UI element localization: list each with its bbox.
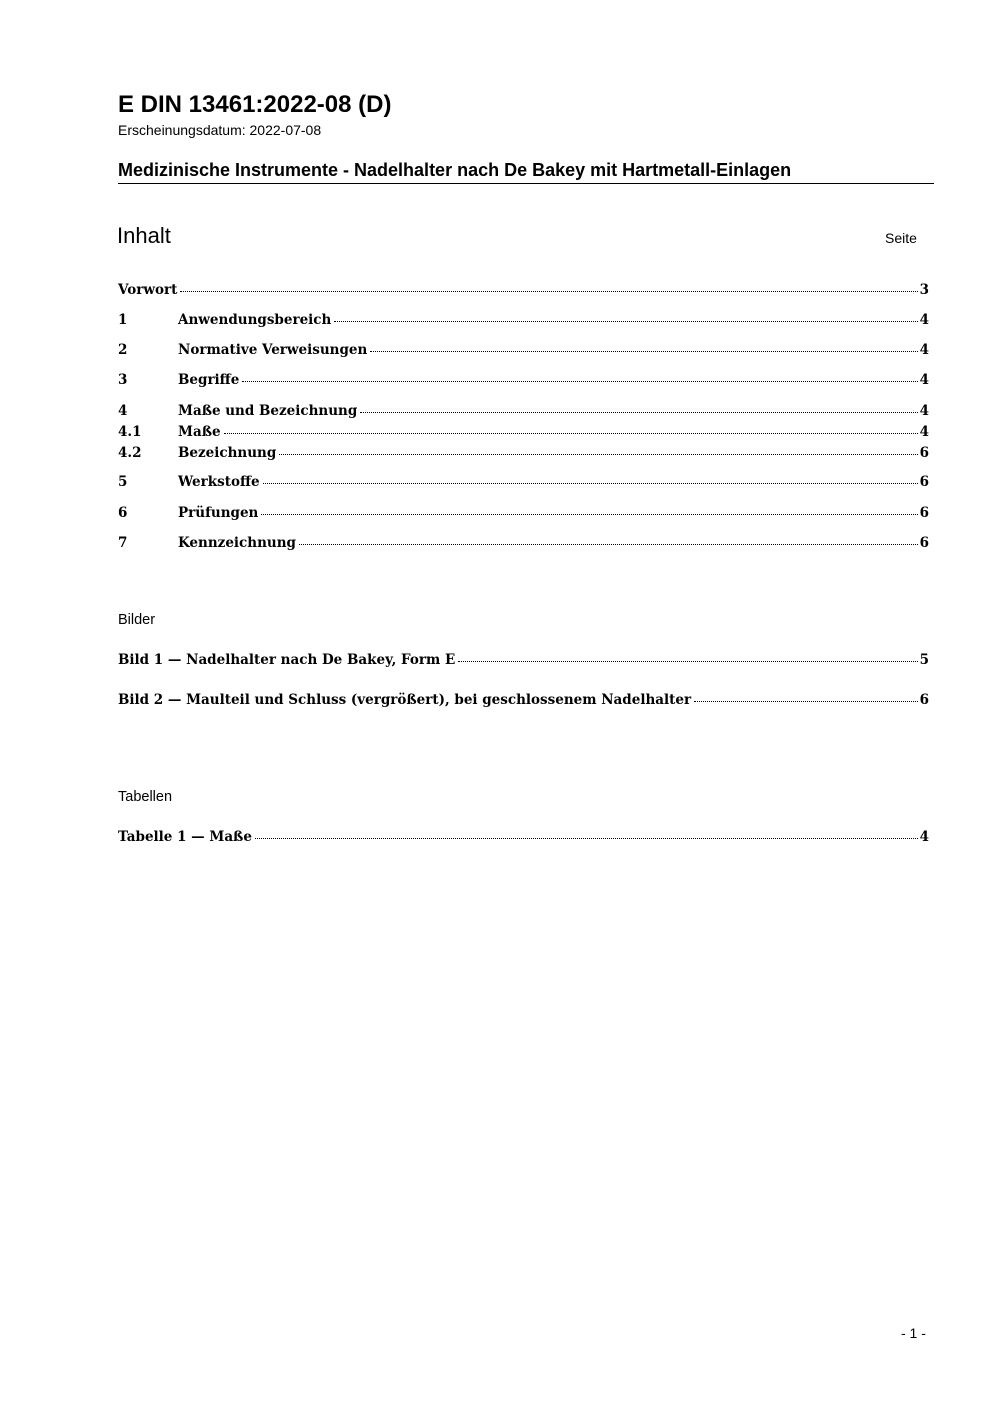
dot-leader: [224, 432, 918, 434]
toc-entry-number: 2: [118, 342, 128, 358]
toc-entry-number: 3: [118, 372, 128, 388]
toc-entry-page: 6: [919, 474, 929, 490]
toc-entry-masse[interactable]: [118, 422, 929, 442]
toc-entry-werkstoffe[interactable]: [118, 472, 929, 492]
toc-entry-title: Maße und Bezeichnung: [178, 403, 358, 419]
toc-entry-vorwort[interactable]: [118, 280, 929, 300]
toc-entry-page: 4: [919, 403, 929, 419]
figure-entry-title: Bild 1 — Nadelhalter nach De Bakey, Form E: [118, 652, 456, 668]
table-entry-tabelle-1[interactable]: [118, 827, 929, 847]
document-subtitle: Medizinische Instrumente - Nadelhalter nach De Bakey mit Hartmetall-Einlagen: [118, 160, 792, 180]
toc-entry-title: Begriffe: [178, 372, 240, 388]
dot-leader: [255, 837, 918, 839]
dot-leader: [242, 380, 917, 382]
toc-entry-kennzeichnung[interactable]: [118, 533, 929, 553]
toc-entry-begriffe[interactable]: [118, 370, 929, 390]
toc-entry-anwendungsbereich[interactable]: [118, 310, 929, 330]
title-divider: [118, 183, 934, 184]
toc-entry-number: 5: [118, 474, 128, 490]
dot-leader: [279, 453, 917, 455]
table-entry-title: Tabelle 1 — Maße: [118, 829, 252, 845]
tables-heading: Tabellen: [118, 789, 173, 805]
toc-entry-page: 4: [919, 342, 929, 358]
dot-leader: [261, 513, 917, 515]
figure-entry-title: Bild 2 — Maulteil und Schluss (vergrößert), bei geschlossenem Nadelhalter: [118, 692, 692, 708]
toc-entry-page: 6: [919, 535, 929, 551]
dot-leader: [360, 411, 917, 413]
dot-leader: [263, 482, 918, 484]
dot-leader: [334, 320, 917, 322]
toc-entry-number: 4: [118, 403, 128, 419]
toc-entry-title: Maße: [178, 424, 221, 440]
toc-entry-normative-verweisungen[interactable]: [118, 340, 929, 360]
dot-leader: [180, 290, 917, 292]
toc-entry-pruefungen[interactable]: [118, 503, 929, 523]
toc-entry-title: Prüfungen: [178, 505, 259, 521]
toc-entry-number: 1: [118, 312, 128, 328]
toc-entry-number: 7: [118, 535, 128, 551]
figure-entry-bild-1[interactable]: [118, 650, 929, 670]
toc-entry-title: Anwendungsbereich: [178, 312, 332, 328]
toc-entry-page: 4: [919, 312, 929, 328]
toc-entry-page: 6: [919, 445, 929, 461]
publication-date: Erscheinungsdatum: 2022-07-08: [118, 122, 322, 138]
document-title: E DIN 13461:2022-08 (D): [118, 91, 392, 118]
toc-entry-masse-und-bezeichnung[interactable]: [118, 401, 929, 421]
toc-page-column-label: Seite: [885, 230, 917, 246]
toc-entry-page: 4: [919, 424, 929, 440]
toc-entry-bezeichnung[interactable]: [118, 443, 929, 463]
page-number: - 1 -: [901, 1325, 926, 1341]
toc-entry-number: 4.1: [118, 424, 142, 440]
figure-entry-bild-2[interactable]: [118, 690, 929, 710]
figure-entry-page: 5: [919, 652, 929, 668]
toc-entry-title: Kennzeichnung: [178, 535, 296, 551]
dot-leader: [299, 543, 918, 545]
figure-entry-page: 6: [919, 692, 929, 708]
toc-entry-page: 4: [919, 372, 929, 388]
toc-entry-page: 6: [919, 505, 929, 521]
toc-heading: Inhalt: [117, 223, 171, 248]
table-entry-page: 4: [919, 829, 929, 845]
toc-entry-page: 3: [919, 282, 929, 298]
toc-entry-number: 4.2: [118, 445, 142, 461]
toc-entry-title: Werkstoffe: [178, 474, 260, 490]
toc-entry-number: 6: [118, 505, 128, 521]
dot-leader: [370, 350, 917, 352]
dot-leader: [694, 700, 918, 702]
toc-entry-title: Vorwort: [118, 282, 178, 298]
toc-entry-title: Bezeichnung: [178, 445, 277, 461]
toc-entry-title: Normative Verweisungen: [178, 342, 368, 358]
figures-heading: Bilder: [118, 612, 156, 628]
dot-leader: [458, 660, 917, 662]
